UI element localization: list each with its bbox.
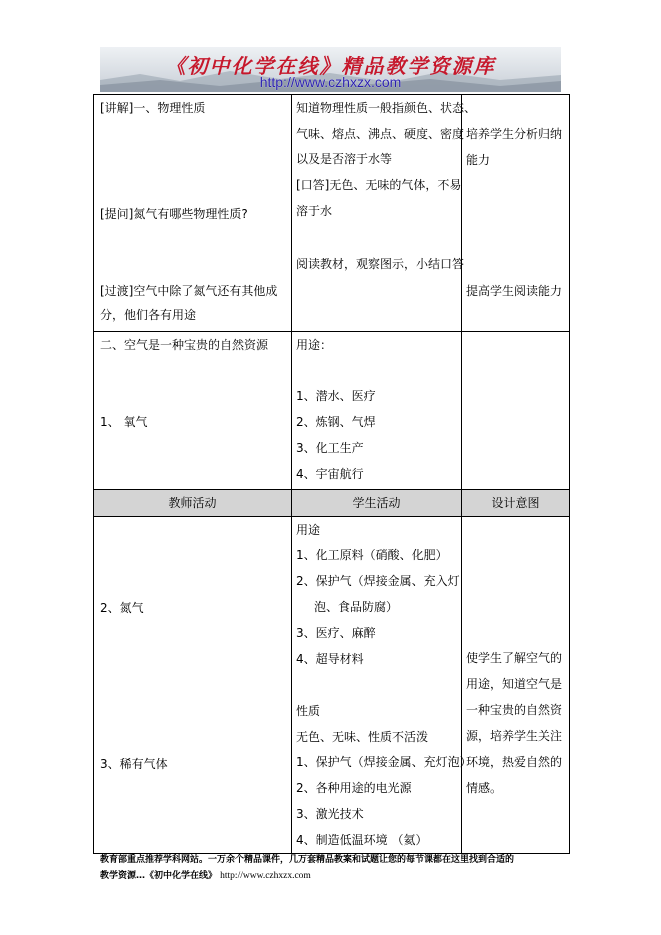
- teacher-cell: [94, 517, 292, 854]
- table-row: [94, 517, 570, 854]
- header-teacher: 教师活动: [94, 490, 292, 517]
- teacher-cell: [94, 95, 292, 332]
- design-text: 能力: [466, 153, 491, 167]
- table-header-row: [94, 490, 570, 517]
- teacher-cell: [94, 332, 292, 490]
- student-text: 气味、熔点、沸点、硬度、密度: [296, 127, 465, 141]
- teacher-text: [讲解]一、物理性质: [100, 101, 206, 115]
- student-text: 4、制造低温环境 （氦）: [296, 833, 428, 847]
- footer-line-2: [100, 868, 570, 884]
- student-text: 3、医疗、麻醉: [296, 626, 376, 640]
- table-row: [94, 95, 570, 332]
- student-text: 知道物理性质一般指颜色、状态、: [296, 101, 477, 115]
- design-text: 用途，知道空气是: [466, 677, 563, 691]
- design-text: 培养学生分析归纳: [466, 127, 563, 141]
- teacher-text: 分，他们各有用途: [100, 308, 197, 322]
- student-cell: [292, 332, 462, 490]
- design-text: 情感。: [466, 781, 503, 795]
- student-cell: [292, 95, 477, 332]
- banner-title: 《初中化学在线》精品教学资源库: [165, 54, 496, 78]
- student-text: 2、各种用途的电光源: [296, 781, 412, 795]
- footer-site-name: 教学资源…《初中化学在线》: [100, 871, 218, 881]
- design-text: 使学生了解空气的: [466, 651, 563, 665]
- teacher-text: 1、 氧气: [100, 415, 148, 429]
- student-text: 无色、无味、性质不活泼: [296, 730, 429, 744]
- teacher-text: 3、稀有气体: [100, 757, 168, 771]
- header-student: 学生活动: [292, 490, 462, 517]
- site-banner: [100, 47, 561, 92]
- footer-url-link[interactable]: http://www.czhxzx.com: [220, 871, 311, 881]
- student-text: 2、保护气（焊接金属、充入灯: [296, 574, 460, 588]
- lesson-plan-table: [93, 94, 570, 854]
- student-text: 阅读教材，观察图示，小结口答: [296, 257, 465, 271]
- student-cell: [292, 517, 472, 854]
- student-text: 以及是否溶于水等: [296, 152, 393, 166]
- student-text: 4、宇宙航行: [296, 467, 364, 481]
- teacher-text: 2、氮气: [100, 601, 144, 615]
- student-text: 3、激光技术: [296, 807, 364, 821]
- design-text: 一种宝贵的自然资: [466, 703, 563, 717]
- student-text: 2、炼钢、气焊: [296, 415, 376, 429]
- student-text: [口答]无色、无味的气体，不易: [296, 178, 462, 192]
- student-text: 1、化工原料（硝酸、化肥）: [296, 548, 448, 562]
- design-cell: [462, 332, 570, 490]
- student-text: 1、潜水、医疗: [296, 389, 376, 403]
- student-text: 溶于水: [296, 204, 333, 218]
- teacher-text: [提问]氮气有哪些物理性质?: [100, 207, 248, 221]
- student-text: 1、保护气（焊接金属、充灯泡）: [296, 755, 472, 769]
- design-text: 环境，热爱自然的: [466, 755, 563, 769]
- table-row: [94, 332, 570, 490]
- student-text: 泡、食品防腐）: [314, 600, 399, 614]
- teacher-text: 二、空气是一种宝贵的自然资源: [100, 338, 269, 352]
- footer-line-1: 教育部重点推荐学科网站。一万余个精品课件，几万套精品教案和试题让您的每节课都在这里找到合适的: [100, 855, 515, 865]
- student-text: 4、超导材料: [296, 652, 364, 666]
- student-text: 3、化工生产: [296, 441, 364, 455]
- student-text: 用途：: [296, 338, 333, 352]
- student-text: 用途: [296, 523, 321, 537]
- student-text: 性质: [296, 704, 321, 718]
- design-cell: [462, 517, 570, 854]
- design-cell: [462, 95, 570, 332]
- header-design: 设计意图: [462, 490, 570, 517]
- design-text: 源，培养学生关注: [466, 729, 563, 743]
- design-text: 提高学生阅读能力: [466, 284, 563, 298]
- teacher-text: [过渡]空气中除了氮气还有其他成: [100, 284, 278, 298]
- banner-url[interactable]: http://www.czhxzx.com: [259, 74, 402, 90]
- page-footer: [100, 852, 570, 884]
